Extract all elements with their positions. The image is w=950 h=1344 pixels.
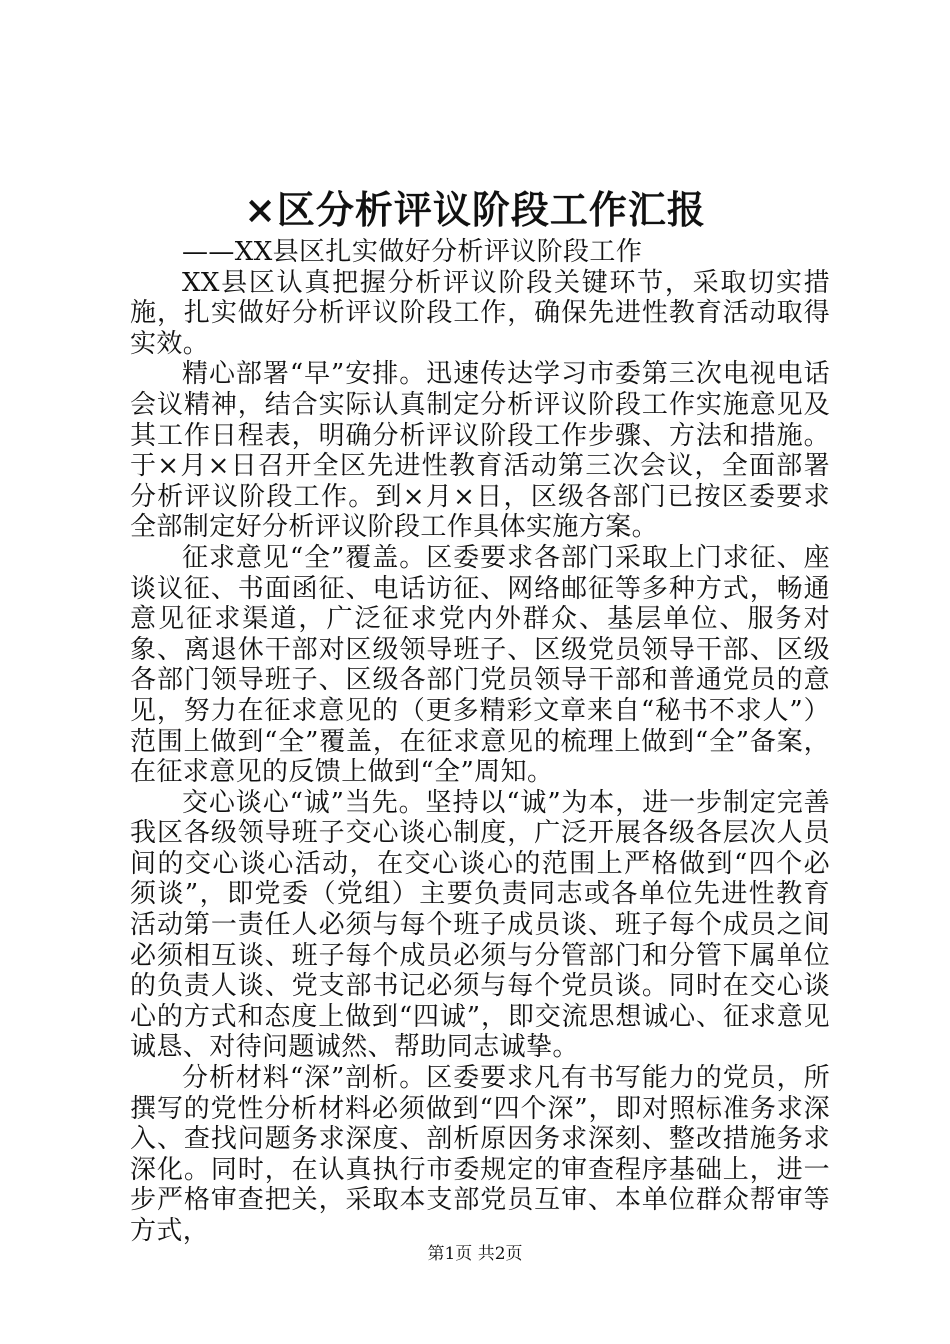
document-subtitle: ——XX县区扎实做好分析评议阶段工作 <box>182 237 643 267</box>
paragraph-analysis: 分析材料“深”剖析。区委要求凡有书写能力的党员，所撰写的党性分析材料必须做到“四个深”，即对照标准务求深入、查找问题务求深度、剖析原因务求深刻、整改措施务求深化。同时，在认真执行市委规定的审查程序基础上，进一步严格审查把关，采取本支部党员互审、本单位群众帮审等方式， <box>130 1063 830 1246</box>
paragraph-deployment: 精心部署“早”安排。迅速传达学习市委第三次电视电话会议精神，结合实际认真制定分析评议阶段工作实施意见及其工作日程表，明确分析评议阶段工作步骤、方法和措施。于×月×日召开全区先进性教育活动第三次会议，全面部署分析评议阶段工作。到×月×日，区级各部门已按区委要求全部制定好分析评议阶段工作具体实施方案。 <box>130 359 830 543</box>
document-title: ×区分析评议阶段工作汇报 <box>244 187 706 232</box>
paragraph-opinions: 征求意见“全”覆盖。区委要求各部门采取上门求征、座谈议征、书面函征、电话访征、网络邮征等多种方式，畅通意见征求渠道，广泛征求党内外群众、基层单位、服务对象、离退休干部对区级领导班子、区级党员领导干部、区级各部门领导班子、区级各部门党员领导干部和普通党员的意见，努力在征求意见的（更多精彩文章来自“秘书不求人”）范围上做到“全”覆盖，在征求意见的梳理上做到“全”备案，在征求意见的反馈上做到“全”周知。 <box>130 542 830 788</box>
paragraph-intro: XX县区认真把握分析评议阶段关键环节，采取切实措施，扎实做好分析评议阶段工作，确保先进性教育活动取得实效。 <box>130 267 830 359</box>
paragraph-heart-talk: 交心谈心“诚”当先。坚持以“诚”为本，进一步制定完善我区各级领导班子交心谈心制度，广泛开展各级各层次人员间的交心谈心活动，在交心谈心的范围上严格做到“四个必须谈”，即党委（党组）主要负责同志或各单位先进性教育活动第一责任人必须与每个班子成员谈、班子每个成员之间必须相互谈、班子每个成员必须与分管部门和分管下属单位的负责人谈、党支部书记必须与每个党员谈。同时在交心谈心的方式和态度上做到“四诚”，即交流思想诚心、征求意见诚恳、对待问题诚然、帮助同志诚挚。 <box>130 787 830 1063</box>
page-number-footer: 第1页 共2页 <box>427 1244 523 1264</box>
document-body <box>130 237 830 1247</box>
